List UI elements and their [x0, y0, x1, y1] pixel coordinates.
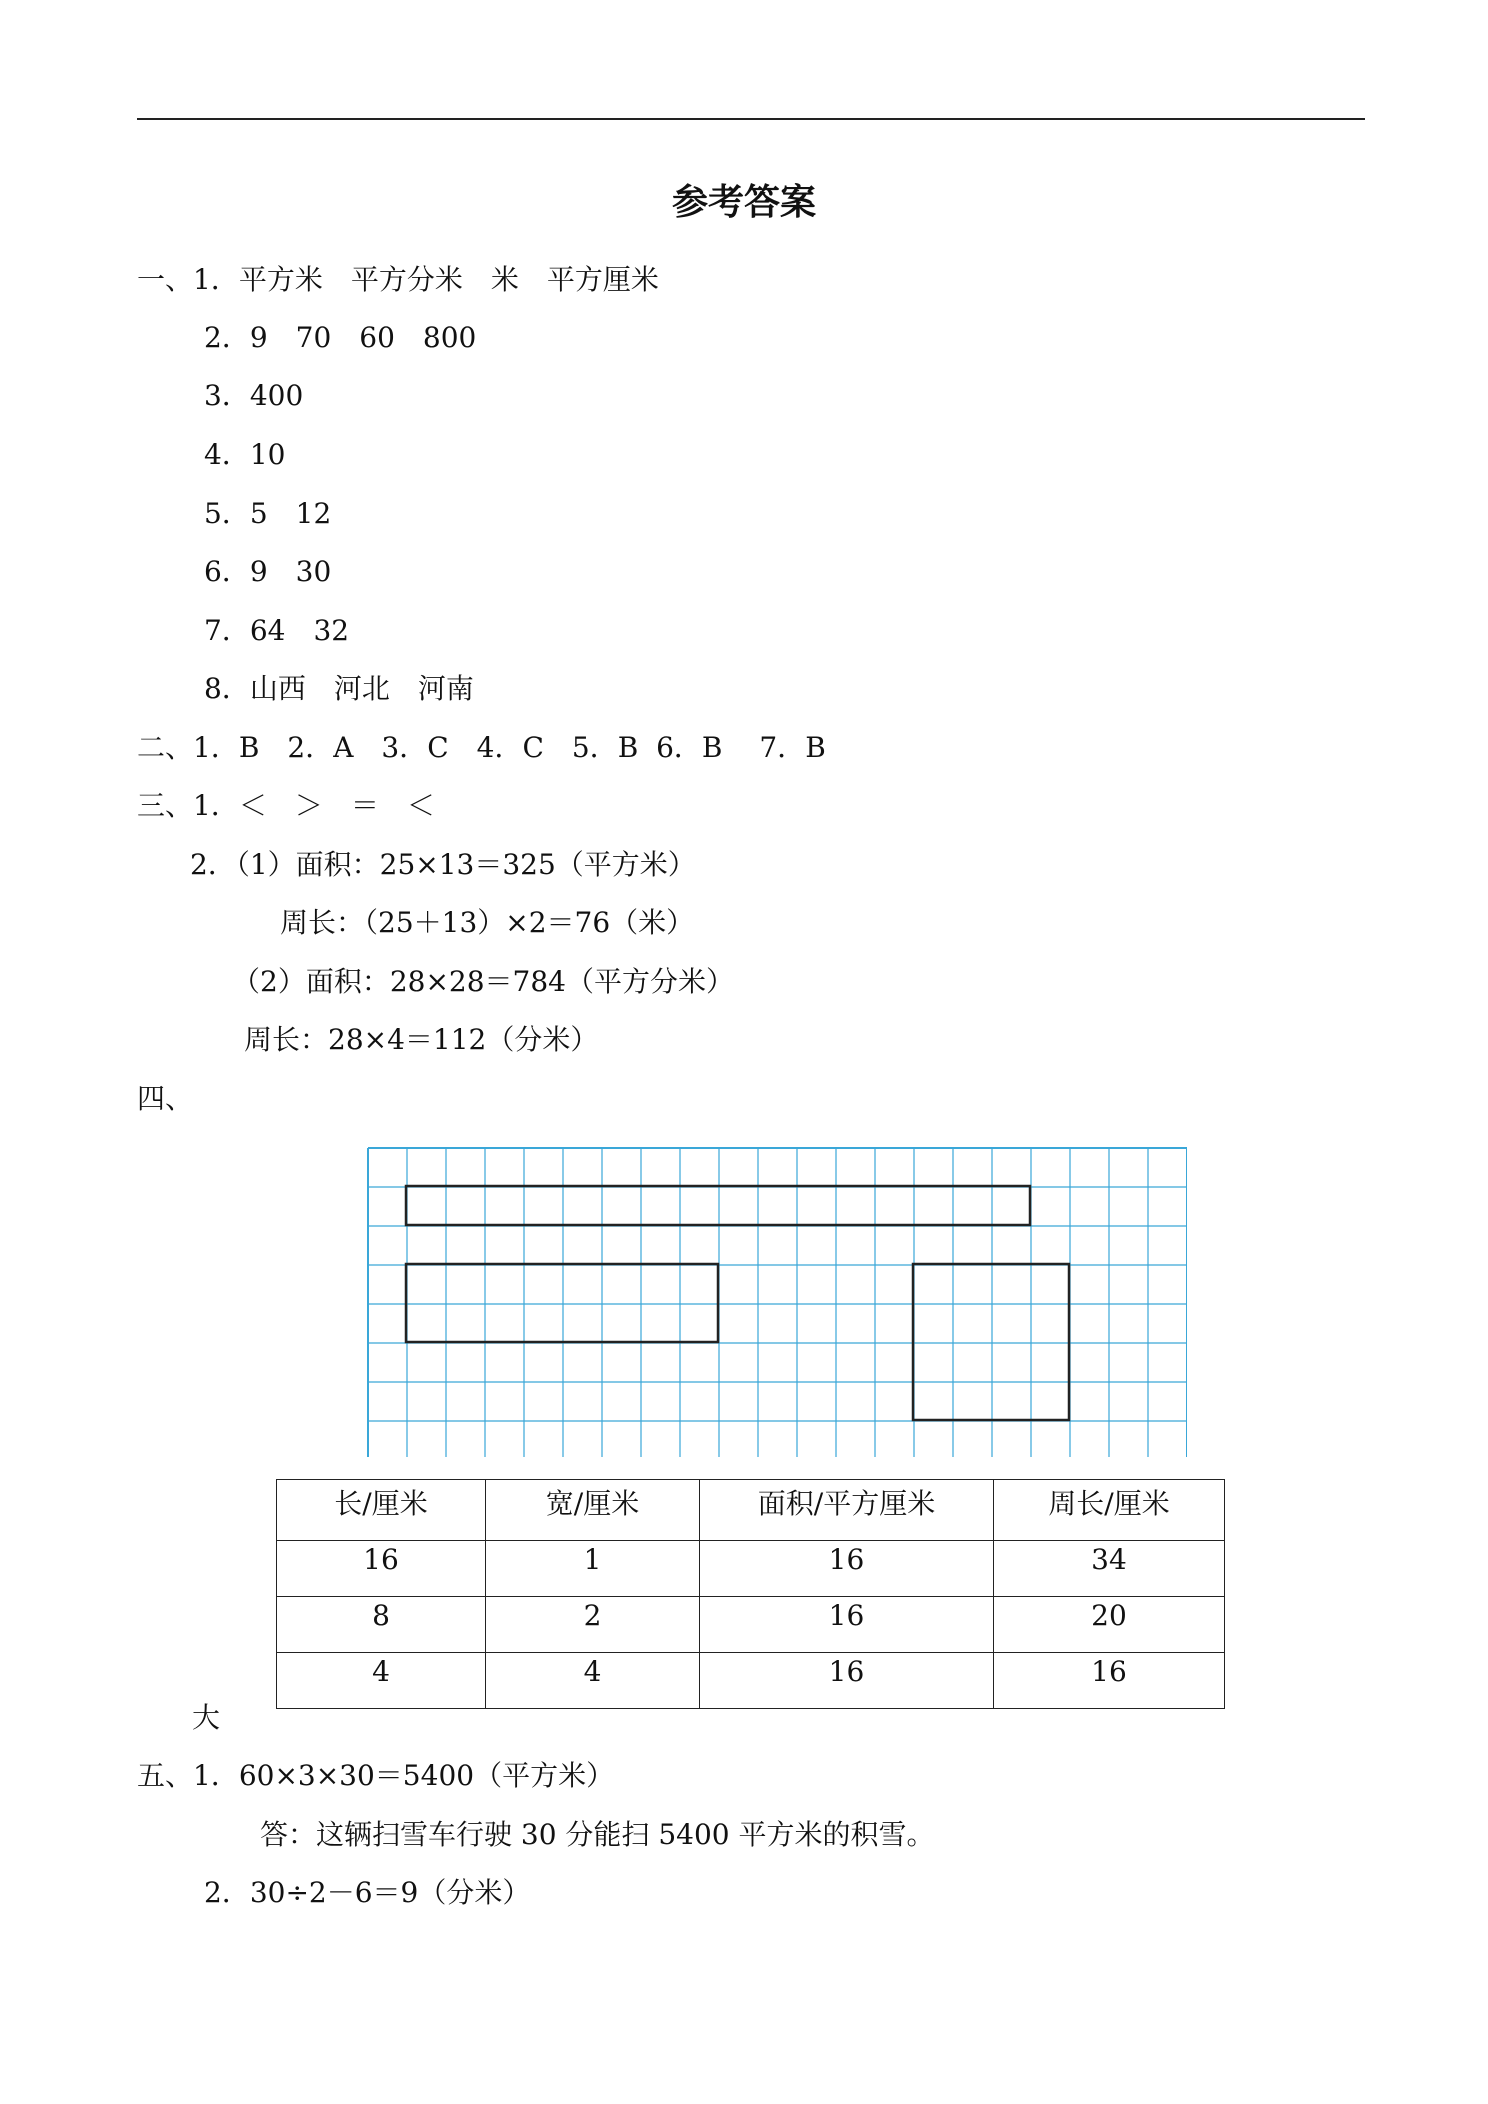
- section-four-label: 四、: [137, 1082, 194, 1115]
- table-cell: 16: [700, 1541, 994, 1597]
- answer-line: 一、1．平方米 平方分米 米 平方厘米: [137, 263, 659, 296]
- answer-line: 7．64 32: [204, 614, 350, 647]
- table-cell: 1: [486, 1541, 700, 1597]
- table-cell: 4: [277, 1653, 486, 1709]
- table-header-cell: 面积/平方厘米: [700, 1480, 994, 1541]
- table-cell: 16: [700, 1653, 994, 1709]
- answer-line: 二、1．B 2．A 3．C 4．C 5．B 6．B 7．B: [137, 731, 826, 764]
- header-rule: [137, 118, 1365, 120]
- answer-line: 2．（1）面积：25×13＝325（平方米）: [190, 848, 696, 881]
- table-row: [277, 1541, 1225, 1597]
- table-cell: 2: [486, 1597, 700, 1653]
- answer-line: 2．9 70 60 800: [204, 321, 477, 354]
- rectangle-8x2: [406, 1264, 718, 1342]
- table-cell: 16: [277, 1541, 486, 1597]
- answer-line: 2．30÷2－6＝9（分米）: [204, 1876, 531, 1909]
- answer-line: 答：这辆扫雪车行驶 30 分能扫 5400 平方米的积雪。: [260, 1818, 935, 1851]
- answer-line: 周长：（25＋13）×2＝76（米）: [280, 906, 695, 939]
- table-cell: 16: [700, 1597, 994, 1653]
- table-header-row: [277, 1480, 1225, 1541]
- table-cell: 4: [486, 1653, 700, 1709]
- square-grid-figure: [367, 1147, 1187, 1457]
- table-cell: 8: [277, 1597, 486, 1653]
- rectangle-16x1: [406, 1186, 1030, 1225]
- table-header-cell: 宽/厘米: [486, 1480, 700, 1541]
- table-header-cell: 长/厘米: [277, 1480, 486, 1541]
- page-title: 参考答案: [671, 182, 816, 223]
- grid-lines: [368, 1148, 1187, 1457]
- answer-line: 8．山西 河北 河南: [204, 672, 474, 705]
- square-4x4: [913, 1264, 1069, 1420]
- table-header-cell: 周长/厘米: [994, 1480, 1225, 1541]
- table-cell: 20: [994, 1597, 1225, 1653]
- answer-line: 大: [192, 1701, 221, 1734]
- answer-line: 周长：28×4＝112（分米）: [244, 1023, 599, 1056]
- table-row: [277, 1597, 1225, 1653]
- answer-line: 三、1．＜ ＞ ＝ ＜: [137, 789, 435, 822]
- answer-line: 5．5 12: [204, 497, 332, 530]
- rectangle-table: [276, 1479, 1225, 1709]
- answer-line: 五、1．60×3×30＝5400（平方米）: [137, 1759, 615, 1792]
- answer-line: （2）面积：28×28＝784（平方分米）: [232, 965, 734, 998]
- answer-line: 4．10: [204, 438, 286, 471]
- answer-line: 3．400: [204, 379, 304, 412]
- table-row: [277, 1653, 1225, 1709]
- table-cell: 34: [994, 1541, 1225, 1597]
- answer-line: 6．9 30: [204, 555, 332, 588]
- table-cell: 16: [994, 1653, 1225, 1709]
